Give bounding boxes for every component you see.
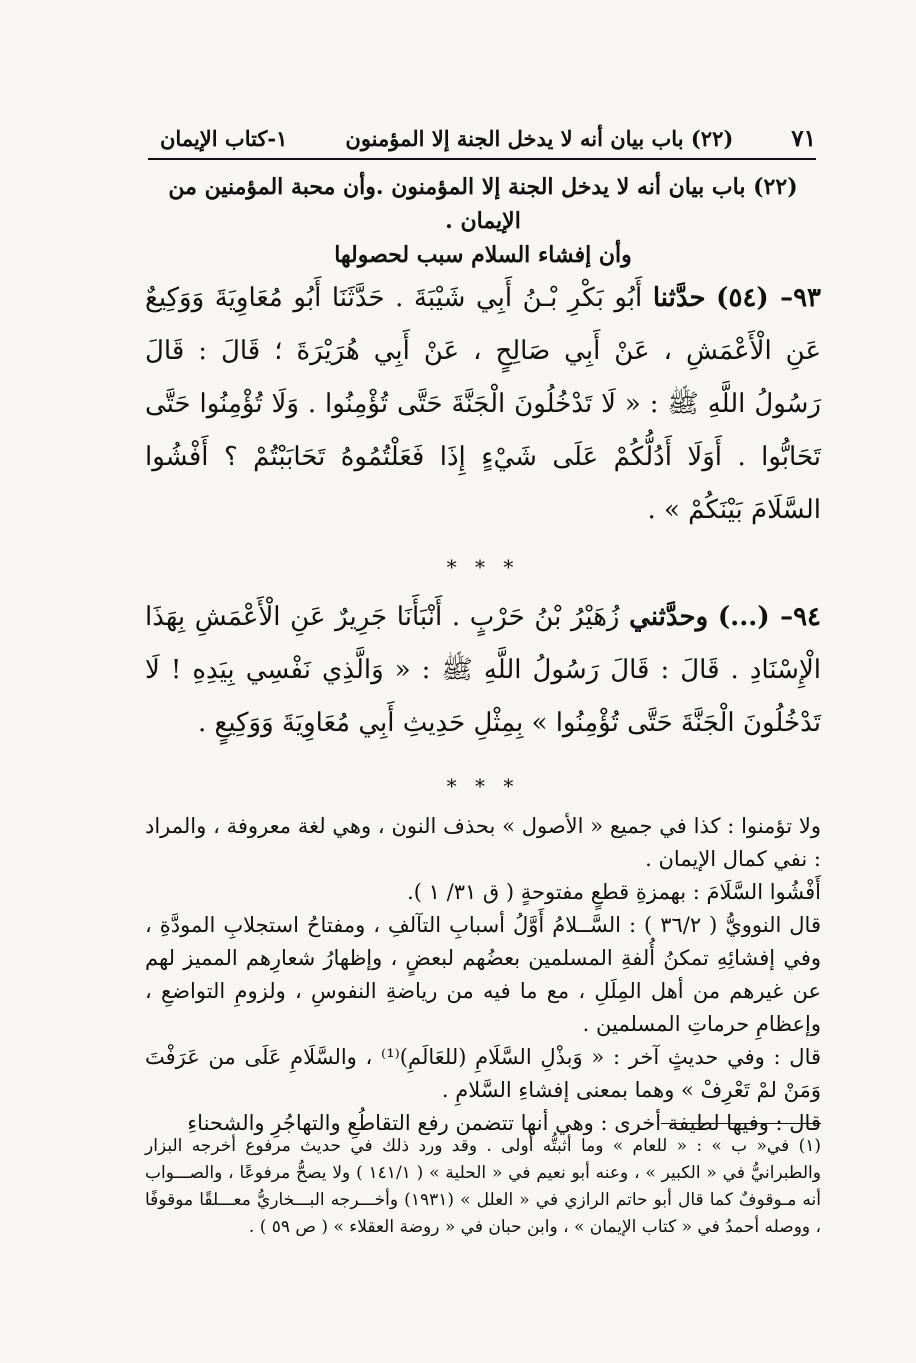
hadith-94-lead: وحدَّثني [629, 602, 709, 632]
commentary-paragraph: قال النوويُّ ( ٣٦/٢ ) : السَّــلامُ أَوَّلُ أسبابِ التآلفِ ، ومفتاحُ استجلابِ المودَّةِ ، وفي إفشائِهِ تمكنُ أُلفةِ المسلمين بعضُهم لبعضٍ ، وإظهارُ شعارِهم المميز لهم عن غيرهم من أهل المِلَلِ ، مع ما فيه من رياضةِ النفوسِ ، ولزومِ التواضعِ ، وإعظامِ حرماتِ المسلمين . [145, 913, 821, 1036]
footnote-1: (١) في« ب » : « للعام » وما أثبتُّه أولى . وقد ورد ذلك في حديث مرفوع أخرجه البزار والطبرانيُّ في « الكبير » ، وعنه أبو نعيم في « الحلية » ( ١٤١/١ ) ولا يصحُّ مرفوعًا ، والصـــواب أنه مـوقوفٌ كما قال أبو حاتم الرازي في « العلل » (١٩٣١) وأخـــرجه البـــخاريُّ معـــلقًا موقوفًا ، ووصله أحمدُ في « كتاب الإيمان » ، وابن حبان في « روضة العقلاء » ( ص ٥٩ ) . [145, 1136, 821, 1237]
hadith-94-text: زُهَيْرُ بْنُ حَرْبٍ . أَنْبَأَنَا جَرِيرٌ عَنِ الْأَعْمَشِ بِهَذَا الْإِسْنَادِ . قَالَ : قَالَ رَسُولُ اللَّهِ ﷺ : « وَالَّذِي نَفْسِي بِيَدِهِ ! لَا تَدْخُلُونَ الْجَنَّةَ حَتَّى تُؤْمِنُوا » بِمِثْلِ حَدِيثِ أَبِي مُعَاوِيَةَ وَوَكِيعٍ . [145, 602, 821, 738]
hadith-94-number: ٩٤– (...) [717, 602, 822, 632]
running-header [148, 118, 816, 160]
hadith-93 [145, 272, 821, 537]
footnotes [145, 1133, 821, 1241]
page-number: ٧١ [791, 124, 816, 152]
hadith-93-lead: حدَّثنا [652, 283, 706, 313]
chapter-title-line-1: (٢٢) باب بيان أنه لا يدخل الجنة إلا المؤمنون .وأن محبة المؤمنين من الإيمان . [168, 174, 798, 234]
book-title: ١-كتاب الإيمان [160, 125, 288, 151]
section-separator-2: * * * [446, 774, 520, 798]
footnote-divider [661, 1123, 821, 1124]
commentary-paragraph: قال : وفيها لطيفة أخرى : وهي أنها تتضمن رفع التقاطُعِ والتهاجُرِ والشحناءِ [187, 1111, 821, 1135]
commentary-paragraph: أَفْشُوا السَّلَامَ : بهمزةِ قطعٍ مفتوحةٍ ( ق ٣١/ ١ ). [407, 880, 821, 904]
commentary-paragraph: قال : وفي حديثٍ آخر : « وَبذْلِ السَّلَامِ (للعَالَمِ)⁽¹⁾ ، والسَّلَامِ عَلَى من عَرَفْتَ وَمَنْ لمْ تَعْرِفْ » وهما بمعنى إفشاءِ السَّلامِ . [145, 1045, 822, 1102]
hadith-93-text: أَبُو بَكْرِ بْـنُ أَبِي شَيْبَةَ . حَدَّثَنَا أَبُو مُعَاوِيَةَ وَوَكِيعٌ عَنِ الْأَعْمَشِ ، عَنْ أَبِي صَالِحٍ ، عَنْ أَبِي هُرَيْرَةَ ؛ قَالَ : قَالَ رَسُولُ اللَّهِ ﷺ : « لَا تَدْخُلُونَ الْجَنَّةَ حَتَّى تُؤْمِنُوا . وَلَا تُؤْمِنُوا حَتَّى تَحَابُّوا . أَوَلَا أَدُلُّكُمْ عَلَى شَيْءٍ إِذَا فَعَلْتُمُوهُ تَحَابَبْتُمْ ؟ أَفْشُوا السَّلَامَ بَيْنَكُمْ » . [145, 283, 821, 525]
commentary-paragraph: ولا تؤمنوا : كذا في جميع « الأصول » بحذف النون ، وهي لغة معروفة ، والمراد : نفي كمال الإيمان . [145, 814, 821, 871]
chapter-running-title: (٢٢) باب بيان أنه لا يدخل الجنة إلا المؤمنون [345, 125, 734, 151]
chapter-title-line-2: وأن إفشاء السلام سبب لحصولها [334, 242, 632, 268]
commentary [145, 810, 821, 1140]
section-separator-1: * * * [446, 555, 520, 579]
hadith-93-number: ٩٣– (٥٤) [716, 283, 822, 313]
page-body [145, 170, 821, 1140]
hadith-94 [145, 591, 821, 750]
